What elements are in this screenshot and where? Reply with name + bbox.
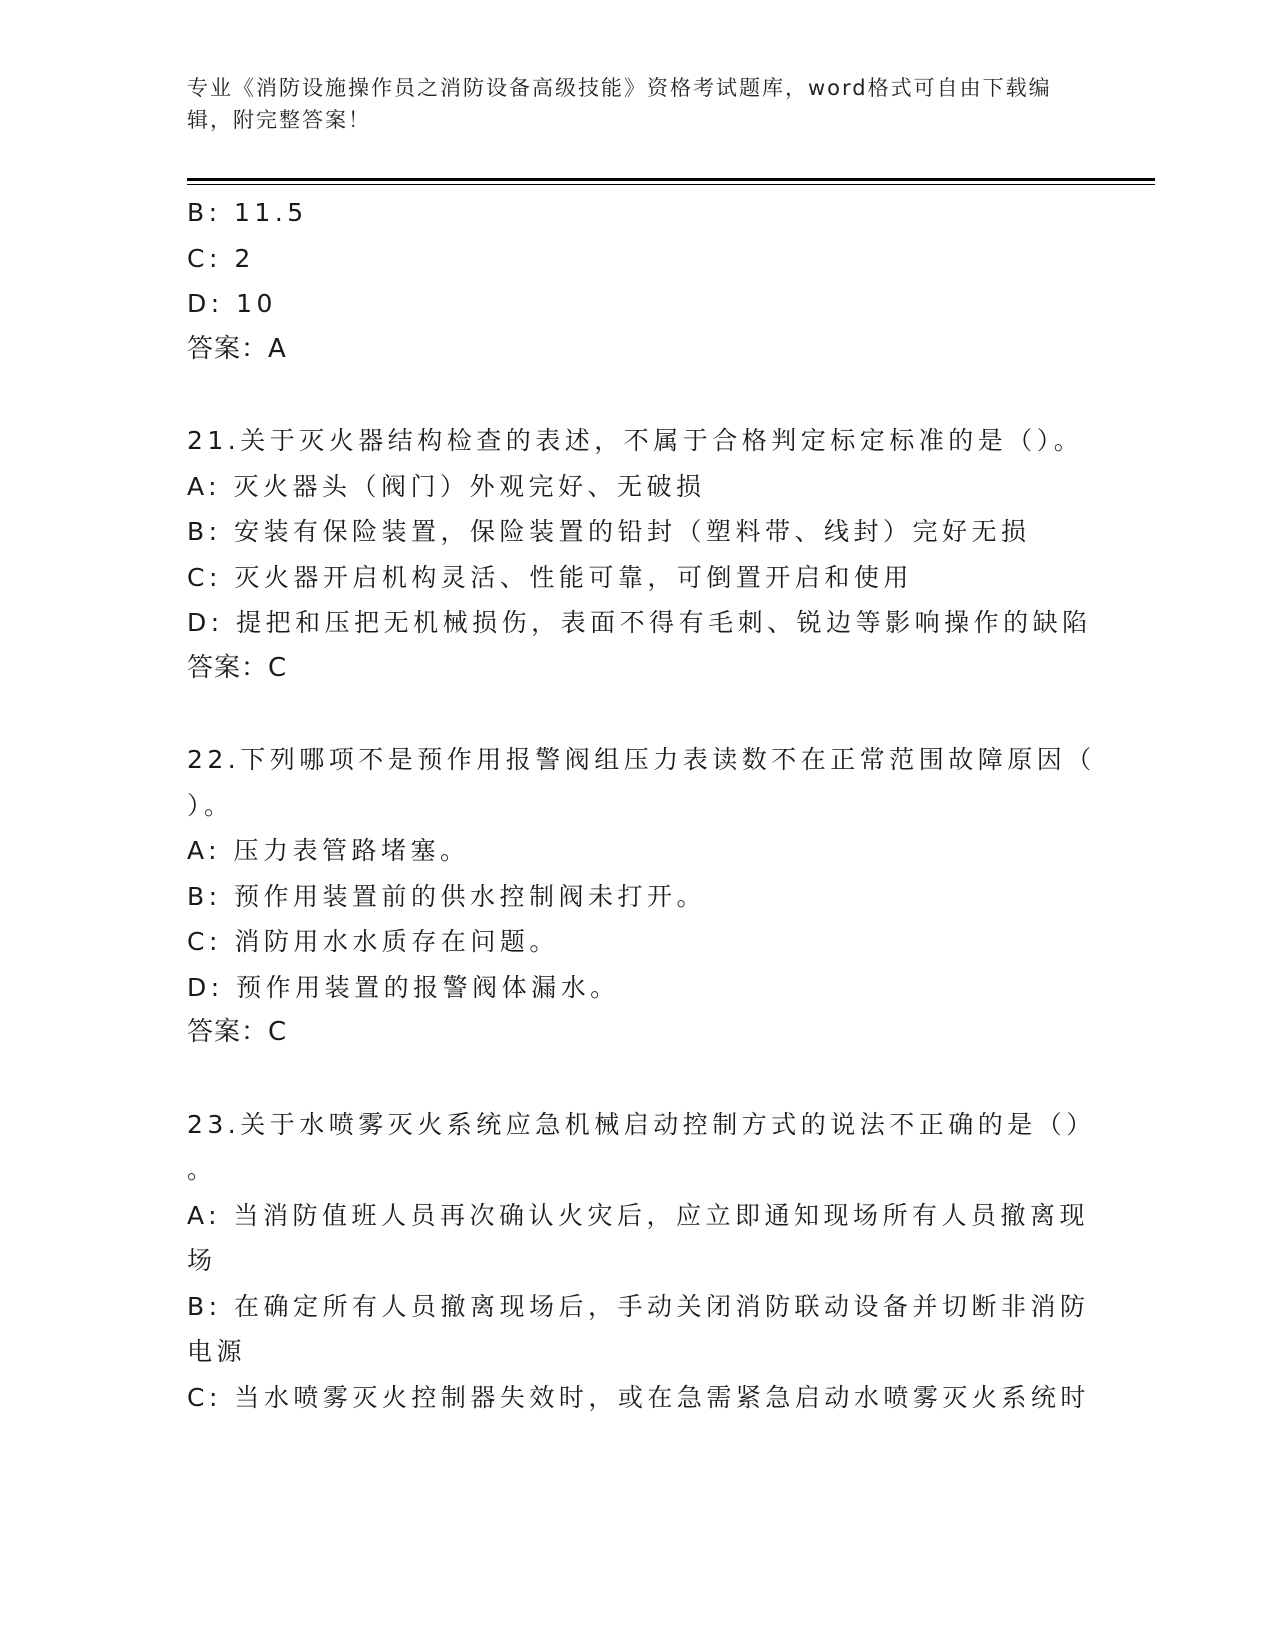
question-22 [187, 737, 1096, 1056]
question-content [187, 190, 1096, 1420]
q21-option-c: C: 灭火器开启机构灵活、性能可靠，可倒置开启和使用 [187, 562, 913, 592]
q22-option-d: D: 预作用装置的报警阀体漏水。 [187, 972, 620, 1002]
q23-option-a-line2: 场 [187, 1246, 217, 1275]
q23-question-line2: 。 [187, 1155, 217, 1184]
spacer [187, 372, 1067, 418]
header-divider-thick [187, 178, 1155, 181]
q22-option-a: A: 压力表管路堵塞。 [187, 836, 470, 865]
q21-option-a: A: 灭火器头（阀门）外观完好、无破损 [187, 471, 706, 501]
q21-option-b: B: 安装有保险装置，保险装置的铅封（塑料带、线封）完好无损 [187, 517, 1031, 546]
q20-answer: 答案：A [187, 333, 287, 364]
q23-option-a-line1: A: 当消防值班人员再次确认火灾后，应立即通知现场所有人员撤离现 [187, 1200, 1090, 1230]
q20-option-c: C: 2 [187, 243, 255, 273]
question-21 [187, 418, 1092, 691]
header-divider-thin [187, 184, 1155, 185]
q21-question: 21.关于灭火器结构检查的表述，不属于合格判定标定标准的是（）。 [187, 426, 1084, 455]
q23-option-b-line1: B: 在确定所有人员撤离现场后，手动关闭消防联动设备并切断非消防 [187, 1291, 1090, 1321]
q23-option-c-line1: C: 当水喷雾灭火控制器失效时，或在急需紧急启动水喷雾灭火系统时 [187, 1382, 1090, 1412]
q21-answer: 答案：C [187, 652, 288, 683]
q22-option-b: B: 预作用装置前的供水控制阀未打开。 [187, 881, 707, 911]
question-20-tail [187, 190, 1067, 372]
q22-question-line2: ）。 [187, 790, 234, 820]
q20-option-d: D: 10 [187, 289, 277, 318]
q20-option-b: B: 11.5 [187, 198, 308, 227]
q22-answer: 答案：C [187, 1017, 288, 1047]
q23-option-b-line2: 电源 [187, 1337, 247, 1366]
q23-question-line1: 23.关于水喷雾灭火系统应急机械启动控制方式的说法不正确的是（） [187, 1109, 1096, 1139]
q21-option-d: D: 提把和压把无机械损伤，表面不得有毛刺、锐边等影响操作的缺陷 [187, 608, 1092, 637]
spacer [187, 1056, 1067, 1102]
document-header: 专业《消防设施操作员之消防设备高级技能》资格考试题库，word格式可自由下载编辑，附完整答案！ [187, 76, 1052, 132]
question-23 [187, 1102, 1096, 1421]
q22-option-c: C: 消防用水水质存在问题。 [187, 927, 559, 956]
spacer [187, 691, 1067, 737]
q22-question-line1: 22.下列哪项不是预作用报警阀组压力表读数不在正常范围故障原因（ [187, 745, 1096, 774]
